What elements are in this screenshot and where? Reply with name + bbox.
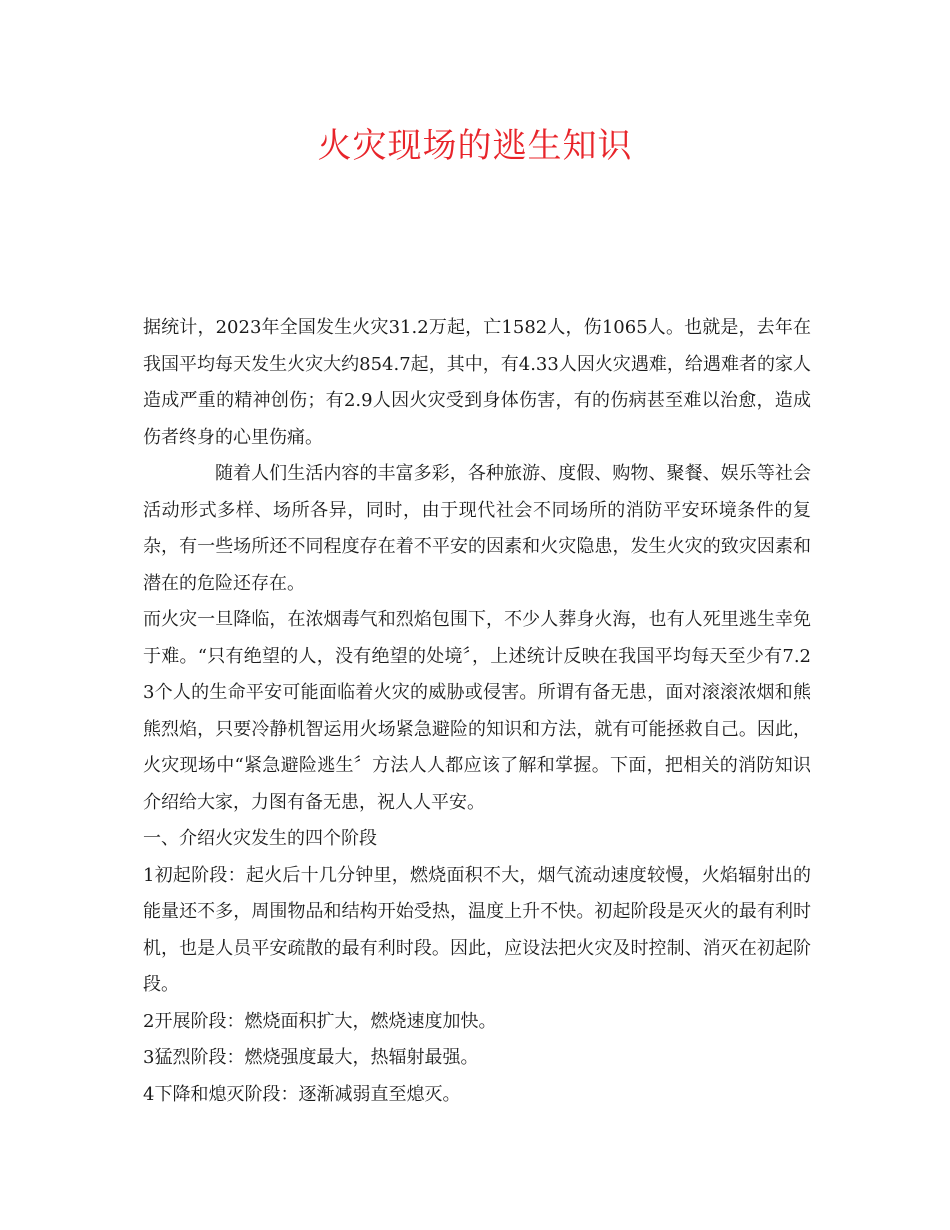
paragraph-social-activities: 随着人们生活内容的丰富多彩，各种旅游、度假、购物、聚餐、娱乐等社会活动形式多样、场所各异，同时，由于现代社会不同场所的消防平安环境条件的复杂，有一些场所还不同程度存在着不平安的因素和火灾隐患，发生火灾的致灾因素和潜在的危险还存在。 <box>143 463 811 594</box>
list-item-stage-2: 2开展阶段：燃烧面积扩大，燃烧速度加快。 <box>143 1010 497 1032</box>
list-item-stage-3: 3猛烈阶段：燃烧强度最大，热辐射最强。 <box>143 1047 479 1068</box>
list-item-stage-4: 4下降和熄灭阶段：逐渐减弱直至熄灭。 <box>143 1083 461 1105</box>
paragraph-statistics: 据统计，2023年全国发生火灾31.2万起，亡1582人，伤1065人。也就是，去年在我国平均每天发生火灾大约854.7起，其中，有4.33人因火灾遇难，给遇难者的家人造成严重的精神创伤；有2.9人因火灾受到身体伤害，有的伤病甚至难以治愈，造成伤者终身的心里伤痛。 <box>143 317 811 448</box>
paragraph-escape-intro: 而火灾一旦降临，在浓烟毒气和烈焰包围下，不少人葬身火海，也有人死里逃生幸免于难。“只有绝望的人，没有绝望的处境〞，上述统计反映在我国平均每天至少有7.23个人的生命平安可能面临着火灾的威胁或侵害。所谓有备无患，面对滚滚浓烟和熊熊烈焰，只要冷静机智运用火场紧急避险的知识和方法，就有可能拯救自己。因此，火灾现场中“紧急避险逃生〞方法人人都应该了解和掌握。下面，把相关的消防知识介绍给大家，力图有备无患，祝人人平安。 <box>143 609 811 813</box>
section-heading-fire-stages: 一、介绍火灾发生的四个阶段 <box>143 828 377 849</box>
document-body <box>143 310 811 1113</box>
document-title: 火灾现场的逃生知识 <box>317 126 633 166</box>
list-item-stage-1: 1初起阶段：起火后十几分钟里，燃烧面积不大，烟气流动速度较慢，火焰辐射出的能量还不多，周围物品和结构开始受热，温度上升不快。初起阶段是灭火的最有利时机，也是人员平安疏散的最有利时段。因此，应设法把火灾及时控制、消灭在初起阶段。 <box>143 864 811 995</box>
